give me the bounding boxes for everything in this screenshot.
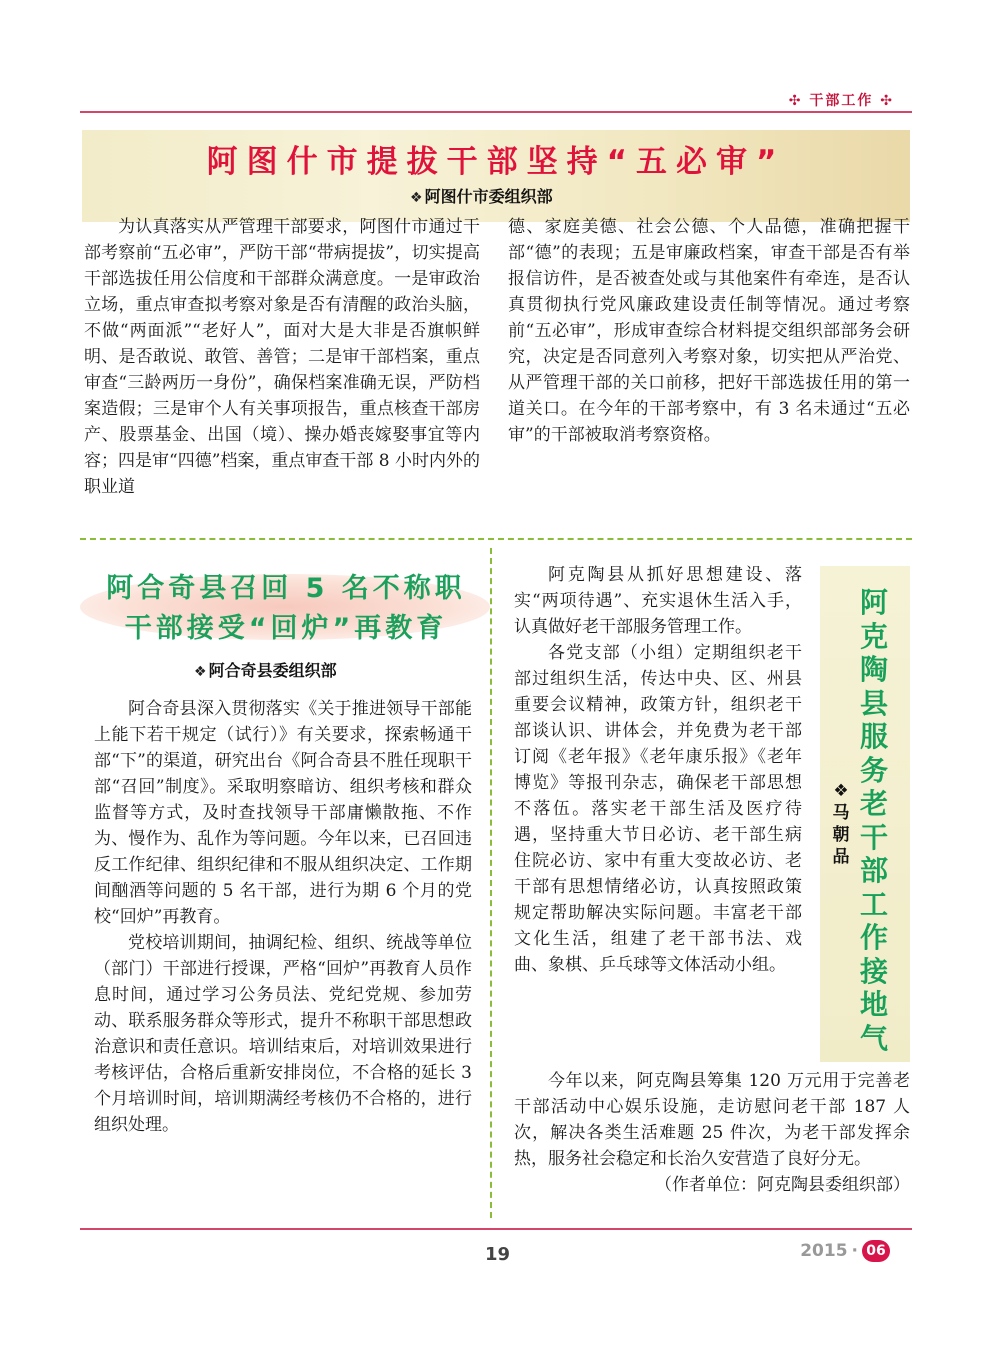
article3-paragraph-3: 今年以来，阿克陶县筹集 120 万元用于完善老干部活动中心娱乐设施，走访慰问老干部 187 人次，解决各类生活难题 25 件次，为老干部发挥余热，服务社会稳定和长治久安营造了良好分无。: [514, 1071, 910, 1169]
article3-body-narrow: [514, 562, 802, 978]
article3-author-unit: （作者单位：阿克陶县委组织部）: [655, 1175, 910, 1195]
article2-paragraph-1: 阿合奇县深入贯彻落实《关于推进领导干部能上能下若干规定（试行）》有关要求，探索畅通干部“下”的渠道，研究出台《阿合奇县不胜任现职干部“召回”制度》。采取明察暗访、组织考核和群众监督等方式，及时查找领导干部庸懒散拖、不作为、慢作为、乱作为等问题。今年以来，已召回违反工作纪律、组织纪律和不服从组织决定、工作期间酗酒等问题的 5 名干部，进行为期 6 个月的党校“回炉”再教育。: [94, 699, 472, 927]
article2-paragraph-2: 党校培训期间，抽调纪检、组织、统战等单位（部门）干部进行授课，严格“回炉”再教育人员作息时间，通过学习公务员法、党纪党规、参加劳动、联系服务群众等形式，提升不称职干部思想政治意识和责任意识。培训结束后，对培训效果进行考核评估，合格后重新安排岗位，不合格的延长 3 个月培训时间，培训期满经考核仍不合格的，进行组织处理。: [94, 933, 473, 1135]
article2-title-line1: 阿合奇县召回 5 名不称职: [106, 573, 466, 604]
article3-title: [854, 586, 894, 1055]
article3-author-name: [830, 802, 852, 868]
issue-label: [800, 1240, 890, 1262]
issue-number-badge: 06: [862, 1240, 890, 1262]
vertical-divider: [490, 548, 492, 1218]
article3-title-char: 气: [859, 1021, 888, 1055]
bottom-rule: [80, 1228, 912, 1230]
article3-paragraph-1: 阿克陶县从抓好思想建设、落实“两项待遇”、充实退休生活入手，认真做好老干部服务管理工作。: [514, 565, 802, 637]
article3-title-char: 陶: [859, 653, 888, 686]
page-number: 19: [485, 1244, 511, 1265]
article3-body-wide: [514, 1068, 910, 1198]
article3-title-char: 阿: [859, 586, 888, 619]
article3-title-char: 工: [859, 887, 888, 921]
article3-title-char: 部: [859, 854, 888, 887]
article3-title-char: 务: [859, 753, 888, 787]
article3-title-char: 作: [859, 921, 888, 954]
diamond-icon: ❖: [410, 190, 423, 206]
article1-paragraph-right: 德、家庭美德、社会公德、个人品德，准确把握干部“德”的表现；五是审廉政档案，审查干部是否有举报信访件，是否被查处或与其他案件有牵连，是否认真贯彻执行党风廉政建设责任制等情况。通过考察前“五必审”，形成审查综合材料提交组织部部务会研究，决定是否同意列入考察对象，切实把从严治党、从严管理干部的关口前移，把好干部选拔任用的第一道关口。在今年的干部考察中，有 3 名未通过“五必审”的干部被取消考察资格。: [508, 217, 910, 445]
article3-title-char: 县: [859, 686, 888, 720]
article3-title-char: 克: [859, 619, 888, 653]
article3-title-char: 接: [859, 954, 888, 988]
article3-author-char: 朝: [832, 825, 850, 845]
article2-byline: [194, 658, 337, 681]
article1-byline: [410, 184, 553, 207]
article3-title-char: 干: [859, 820, 888, 854]
article3-author: [830, 780, 852, 868]
article3-author-char: 马: [832, 803, 850, 823]
article2-body: [94, 696, 472, 1138]
issue-dot: ·: [851, 1241, 858, 1261]
section-label: ✣ 干部工作 ✣: [788, 93, 894, 109]
top-rule: [80, 111, 912, 113]
article2-byline-text: 阿合奇县委组织部: [208, 661, 337, 680]
article1-title: 阿图什市提拔干部坚持“五必审”: [206, 144, 786, 180]
article2-title-line2: 干部接受“回炉”再教育: [124, 613, 448, 644]
article3-title-char: 地: [859, 988, 888, 1021]
article3-title-char: 服: [859, 720, 888, 753]
article3-paragraph-2: 各党支部（小组）定期组织老干部过组织生活，传达中央、区、州县重要会议精神，政策方针，组织老干部谈认识、讲体会，并免费为老干部订阅《老年报》《老年康乐报》《老年博览》等报刊杂志，确保老干部思想不落伍。落实老干部生活及医疗待遇，坚持重大节日必访、老干部生病住院必访、家中有重大变故必访、老干部有思想情绪必访，认真按照政策规定帮助解决实际问题。丰富老干部文化生活，组建了老干部书法、戏曲、象棋、乒乓球等文体活动小组。: [514, 643, 802, 975]
diamond-icon: ❖: [194, 664, 207, 680]
article1-byline-text: 阿图什市委组织部: [424, 187, 553, 206]
article1-col-left: [84, 214, 480, 500]
article3-author-char: 品: [832, 847, 850, 867]
article1-col-right: [508, 214, 910, 448]
diamond-icon: ❖: [833, 781, 849, 801]
issue-year: 2015: [800, 1241, 848, 1261]
article3-title-char: 老: [859, 787, 888, 820]
horizontal-divider: [80, 538, 912, 540]
article1-paragraph-left: 为认真落实从严管理干部要求，阿图什市通过干部考察前“五必审”，严防干部“带病提拔”，切实提高干部选拔任用公信度和干部群众满意度。一是审政治立场，重点审查拟考察对象是否有清醒的政治头脑，不做“两面派”“老好人”，面对大是大非是否旗帜鲜明、是否敢说、敢管、善管；二是审干部档案，重点审查“三龄两历一身份”，确保档案准确无误，严防档案造假；三是审个人有关事项报告，重点核查干部房产、股票基金、出国（境）、操办婚丧嫁娶事宜等内容；四是审“四德”档案，重点审查干部 8 小时内外的职业道: [84, 217, 481, 497]
